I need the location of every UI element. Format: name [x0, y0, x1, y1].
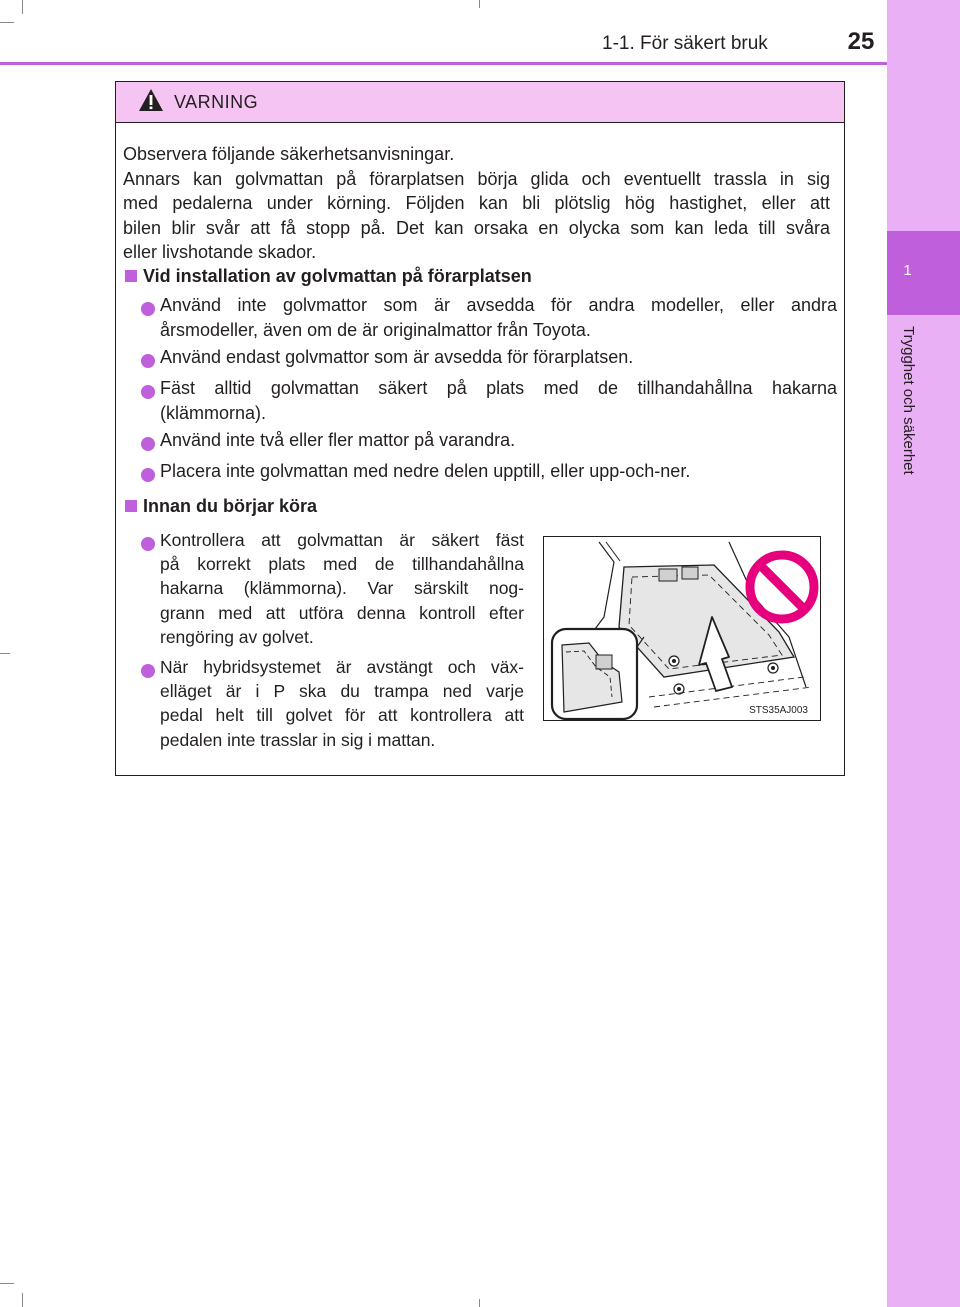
section-title-text: Trygghet och säkerhet: [900, 326, 917, 475]
crop-mark: [22, 0, 23, 14]
section-heading-before-driving: [125, 496, 317, 517]
chapter-heading: 1-1. För säkert bruk: [602, 33, 768, 54]
crop-mark: [479, 1299, 480, 1307]
chapter-tab-number: 1: [903, 262, 912, 279]
header-rule: [0, 62, 887, 65]
warning-triangle-icon: [138, 88, 164, 112]
intro-line: med pedalerna under körning. Följden kan bli plötslig hög hastighet, eller att: [123, 193, 830, 213]
list-item-line: elläget är i P ska du trampa ned varje: [160, 681, 524, 702]
section-heading-text: Innan du börjar köra: [143, 496, 318, 516]
list-item: [160, 655, 524, 752]
list-item-line: grann med att utföra denna kontroll efter: [160, 602, 524, 623]
list-item-line: på korrekt plats med de tillhandahållna: [160, 554, 524, 575]
round-bullet-icon: [141, 354, 155, 368]
list-item-line: Kontrollera att golvmattan är säkert fäst: [160, 530, 524, 550]
round-bullet-icon: [141, 537, 155, 551]
list-item-line: När hybridsystemet är avstängt och väx-: [160, 657, 524, 677]
list-item-line: pedal helt till golvet för att kontrollera att: [160, 705, 524, 726]
list-item-line: Använd inte golvmattor som är avsedda för andra modeller, eller andra: [160, 295, 837, 315]
list-item-line: (klämmorna).: [160, 402, 267, 423]
round-bullet-icon: [141, 664, 155, 678]
intro-line: Annars kan golvmattan på förarplatsen börja glida och eventuellt trassla in sig: [123, 168, 830, 189]
section-heading-installation: [125, 266, 532, 287]
crop-mark: [0, 1283, 14, 1284]
list-item-line: Placera inte golvmattan med nedre delen upptill, eller upp-och-ner.: [160, 461, 691, 481]
list-item: [160, 459, 837, 484]
list-item-line: Fäst alltid golvmattan säkert på plats med de tillhandahållna hakarna: [160, 378, 837, 398]
warning-header: [116, 82, 844, 123]
crop-mark: [22, 1293, 23, 1307]
list-item-line: rengöring av golvet.: [160, 626, 314, 647]
warning-intro: [123, 142, 830, 265]
list-item: [160, 528, 524, 649]
list-item-line: hakarna (klämmorna). Var särskilt nog-: [160, 578, 524, 599]
crop-mark: [479, 0, 480, 8]
intro-line: bilen blir svår att få stopp på. Det kan orsaka en olycka som kan leda till svåra: [123, 217, 830, 238]
list-item-line: Använd endast golvmattor som är avsedda för förarplatsen.: [160, 347, 634, 367]
warning-title: VARNING: [174, 92, 259, 112]
round-bullet-icon: [141, 437, 155, 451]
list-item-line: pedalen inte trasslar in sig i mattan.: [160, 729, 436, 750]
floor-mat-drawing: [544, 537, 821, 721]
intro-line: Observera följande säkerhetsanvisningar.: [123, 144, 455, 164]
section-heading-text: Vid installation av golvmattan på förarplatsen: [143, 266, 532, 286]
crop-mark: [0, 653, 10, 654]
page-number: 25: [847, 28, 875, 55]
illustration-code: STS35AJ003: [749, 705, 808, 716]
list-item: [160, 293, 837, 342]
crop-mark: [0, 22, 14, 23]
chapter-sidebar: [887, 0, 960, 1307]
list-item: [160, 345, 837, 370]
round-bullet-icon: [141, 302, 155, 316]
floor-mat-illustration: [543, 536, 821, 721]
round-bullet-icon: [141, 468, 155, 482]
prohibition-sign-icon: [750, 555, 814, 619]
list-item-line: Använd inte två eller fler mattor på varandra.: [160, 430, 516, 450]
list-item: [160, 376, 837, 425]
list-item-line: årsmodeller, även om de är originalmattor från Toyota.: [160, 319, 591, 340]
square-bullet-icon: [125, 500, 137, 512]
square-bullet-icon: [125, 270, 137, 282]
intro-line: eller livshotande skador.: [123, 242, 317, 262]
round-bullet-icon: [141, 385, 155, 399]
list-item: [160, 428, 837, 453]
